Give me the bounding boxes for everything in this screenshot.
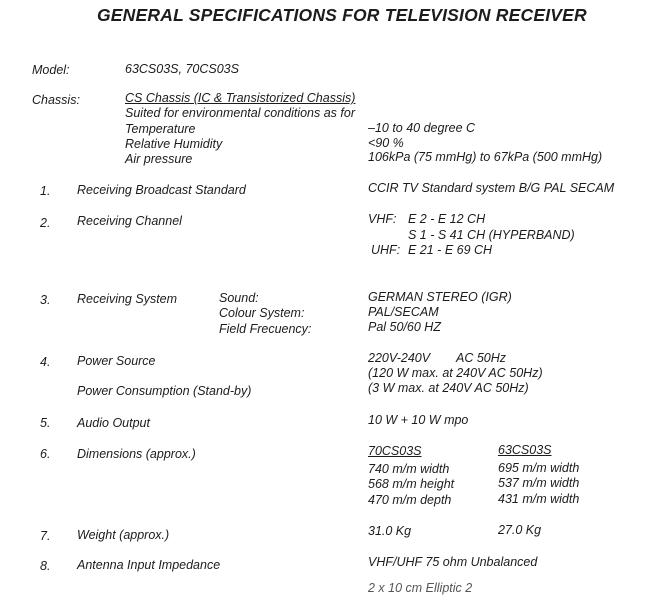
- weight-value-70cs03s: 31.0 Kg: [368, 524, 412, 538]
- chassis-label: Chassis:: [32, 93, 80, 107]
- weight-value-63cs03s: 27.0 Kg: [498, 523, 542, 537]
- sound-label: Sound:: [219, 291, 259, 305]
- item-number-7: 7.: [40, 529, 51, 543]
- humidity-value: <90 %: [368, 136, 404, 150]
- field-frequency-label: Field Frecuency:: [219, 322, 312, 336]
- dimensions-col2-line-2: 537 m/m width: [498, 476, 580, 490]
- item-number-6: 6.: [40, 447, 51, 461]
- colour-system-value: PAL/SECAM: [368, 305, 439, 319]
- receiving-system-label: Receiving System: [77, 292, 178, 306]
- vhf-range-2: S 1 - S 41 CH (HYPERBAND): [408, 228, 575, 242]
- temperature-label: Temperature: [125, 122, 196, 136]
- page-title: GENERAL SPECIFICATIONS FOR TELEVISION RECEIVER: [97, 5, 587, 25]
- dimensions-col2-line-3: 431 m/m width: [498, 492, 580, 506]
- power-consumption-label: Power Consumption (Stand-by): [77, 384, 252, 398]
- model-value: 63CS03S, 70CS03S: [125, 62, 239, 76]
- antenna-impedance-label: Antenna Input Impedance: [77, 558, 221, 572]
- dimensions-col2-line-1: 695 m/m width: [498, 461, 580, 475]
- vhf-label: VHF:: [368, 212, 397, 226]
- item-number-1: 1.: [40, 184, 51, 198]
- item-number-2: 2.: [40, 216, 51, 230]
- broadcast-standard-label: Receiving Broadcast Standard: [77, 183, 246, 197]
- item-number-4: 4.: [40, 355, 51, 369]
- broadcast-standard-value: CCIR TV Standard system B/G PAL SECAM: [368, 181, 615, 195]
- weight-label: Weight (approx.): [77, 528, 170, 542]
- uhf-label: UHF:: [371, 243, 401, 257]
- uhf-range: E 21 - E 69 CH: [408, 243, 493, 257]
- receiving-channel-label: Receiving Channel: [77, 214, 182, 228]
- air-pressure-label: Air pressure: [125, 152, 193, 166]
- dimensions-col1-width: 740 m/m width: [368, 462, 450, 476]
- dimensions-col1-head: 70CS03S: [368, 444, 422, 458]
- vhf-range-1: E 2 - E 12 CH: [408, 212, 486, 226]
- sound-value: GERMAN STEREO (IGR): [368, 290, 512, 304]
- item-number-3: 3.: [40, 293, 51, 307]
- colour-system-label: Colour System:: [219, 306, 305, 320]
- model-label: Model:: [32, 63, 70, 77]
- power-consumption-value: (3 W max. at 240V AC 50Hz): [368, 381, 529, 395]
- air-pressure-value: 106kPa (75 mmHg) to 67kPa (500 mmHg): [368, 150, 603, 164]
- power-max-value: (120 W max. at 240V AC 50Hz): [368, 366, 543, 380]
- chassis-value: CS Chassis (IC & Transistorized Chassis): [125, 91, 356, 105]
- cutoff-text-line: 2 x 10 cm Elliptic 2: [368, 581, 473, 595]
- dimensions-col2-head: 63CS03S: [498, 443, 552, 457]
- temperature-value: –10 to 40 degree C: [368, 121, 476, 135]
- dimensions-col1-depth: 470 m/m depth: [368, 493, 452, 507]
- antenna-impedance-value: VHF/UHF 75 ohm Unbalanced: [368, 555, 538, 569]
- audio-output-label: Audio Output: [77, 416, 150, 430]
- dimensions-col1-height: 568 m/m height: [368, 477, 455, 491]
- power-source-label: Power Source: [77, 354, 156, 368]
- power-source-value: 220V-240V: [368, 351, 431, 365]
- dimensions-label: Dimensions (approx.): [77, 447, 196, 461]
- power-source-frequency: AC 50Hz: [456, 351, 507, 365]
- item-number-5: 5.: [40, 416, 51, 430]
- item-number-8: 8.: [40, 559, 51, 573]
- field-frequency-value: Pal 50/60 HZ: [368, 320, 441, 334]
- chassis-suitability: Suited for environmental conditions as for: [125, 106, 355, 120]
- humidity-label: Relative Humidity: [125, 137, 223, 151]
- audio-output-value: 10 W + 10 W mpo: [368, 413, 469, 427]
